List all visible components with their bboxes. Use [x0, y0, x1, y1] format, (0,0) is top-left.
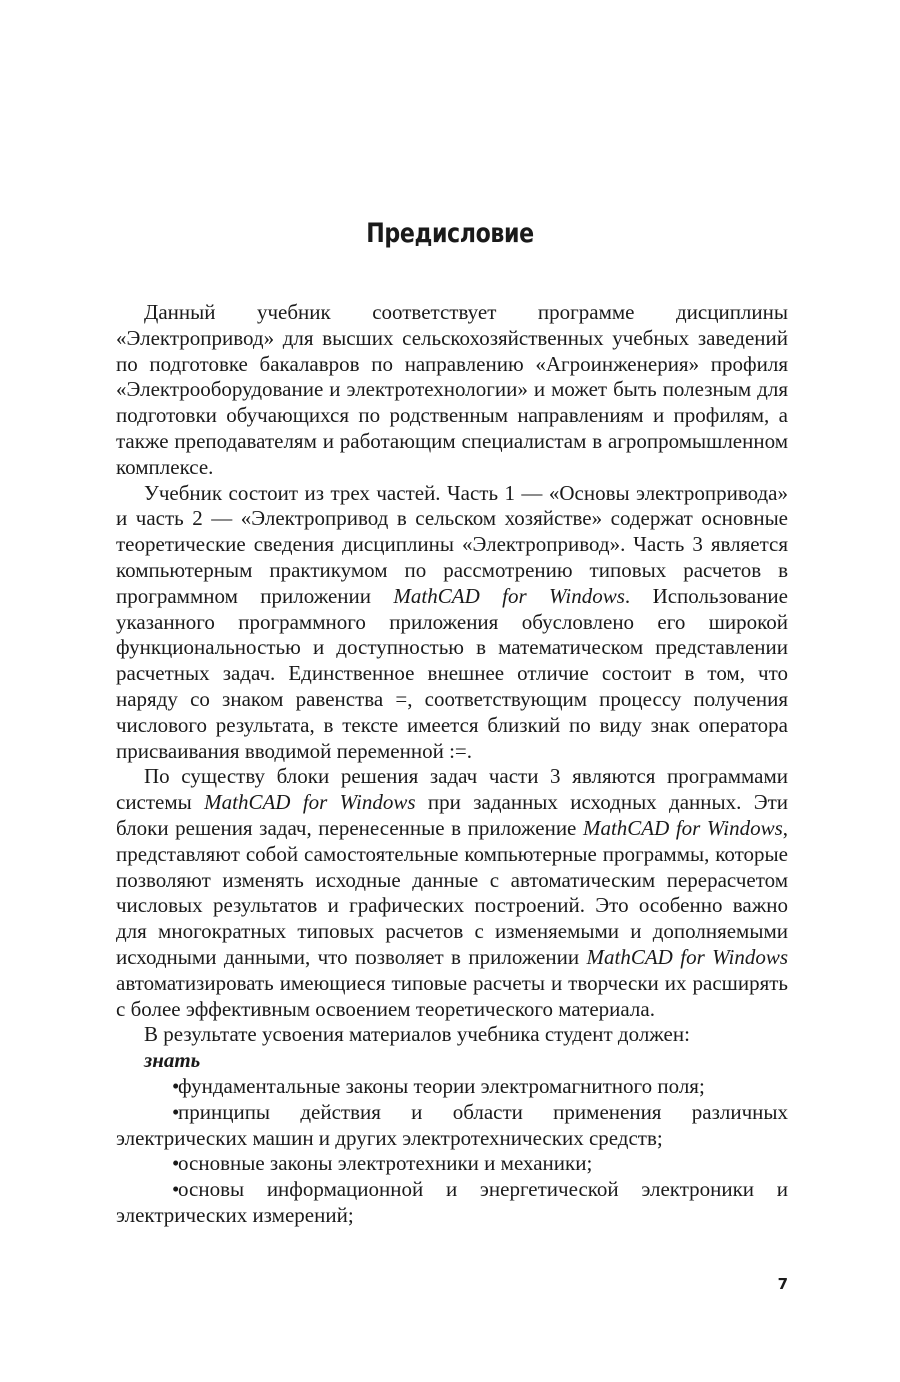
list-item-text: основы информационной и энергетической электроники и электрических измерений;: [116, 1177, 788, 1227]
body-text: [116, 300, 788, 1229]
bullet-icon: •: [172, 1099, 180, 1124]
page-title: Предисловие: [366, 218, 534, 249]
paragraph-3-text-b: при заданных исходных данных. Эти блоки решения задач, перенесенные в приложение: [116, 790, 789, 840]
software-name: MathCAD for Windows: [586, 944, 788, 969]
paragraph-3-text-a: По существу блоки решения задач части 3 являются программами системы: [116, 764, 788, 815]
paragraph-4: [116, 1022, 788, 1048]
paragraph-3: [116, 764, 788, 1022]
paragraph-2-text-a: Учебник состоит из трех частей. Часть 1 — «Основы электропривода» и часть 2 — «Электропривод в сельском хозяйстве» содержат основные теоретические сведения дисциплины «Электропривод». Часть 3 является компьютерным практикумом по рассмотрению типовых расчетов в программном приложении: [116, 480, 788, 608]
software-name: MathCAD for Windows: [204, 790, 416, 815]
bullet-icon: •: [172, 1073, 180, 1098]
list-item: [116, 1177, 788, 1229]
paragraph-3-text-d: автоматизировать имеющиеся типовые расчеты и творчески их расширять с более эффективным освоением теоретического материала.: [116, 970, 788, 1021]
knowledge-list: [116, 1074, 788, 1229]
paragraph-4-text: В результате усвоения материалов учебника студент должен:: [144, 1022, 690, 1047]
bullet-icon: •: [172, 1177, 180, 1202]
list-item-text: принципы действия и области применения различных электрических машин и других электротехнических средств;: [116, 1099, 788, 1150]
list-item: [116, 1074, 788, 1100]
paragraph-1-text: Данный учебник соответствует программе дисциплины «Электропривод» для высших сельскохозяйственных учебных заведений по подготовке бакалавров по направлению «Агроинженерия» профиля «Электрооборудование и электротехнологии» и может быть полезным для подготовки обучающихся по родственным направлениям и профилям, а также преподавателям и работающим специалистам в агропромышленном комплексе.: [116, 300, 788, 479]
list-item: [116, 1151, 788, 1177]
paragraph-3-text-c: , представляют собой самостоятельные компьютерные программы, которые позволяют изменять исходные данные с автоматическим перерасчетом числовых результатов и графических построений. Это особенно важно для многократных типовых расчетов с изменяемыми и дополняемыми исходными данными, что позволяет в приложении: [116, 815, 789, 969]
bullet-icon: •: [172, 1151, 180, 1176]
paragraph-1: [116, 300, 788, 481]
software-name: MathCAD for Windows: [393, 583, 625, 608]
paragraph-2: [116, 481, 788, 765]
page-number: 7: [777, 1275, 788, 1293]
list-item: [116, 1100, 788, 1152]
paragraph-2-text-b: . Использование указанного программного приложения обусловлено его широкой функциональностью и доступностью в математическом представлении расчетных задач. Единственное внешнее отличие состоит в том, что наряду со знаком равенства =, соответствующим процессу получения числового результата, в тексте имеется близкий по виду знак оператора присваивания вводимой переменной :=.: [116, 583, 788, 763]
list-heading: знать: [144, 1048, 201, 1073]
software-name: MathCAD for Windows: [582, 815, 783, 840]
list-item-text: основные законы электротехники и механики;: [178, 1151, 593, 1176]
list-item-text: фундаментальные законы теории электромагнитного поля;: [178, 1073, 705, 1098]
